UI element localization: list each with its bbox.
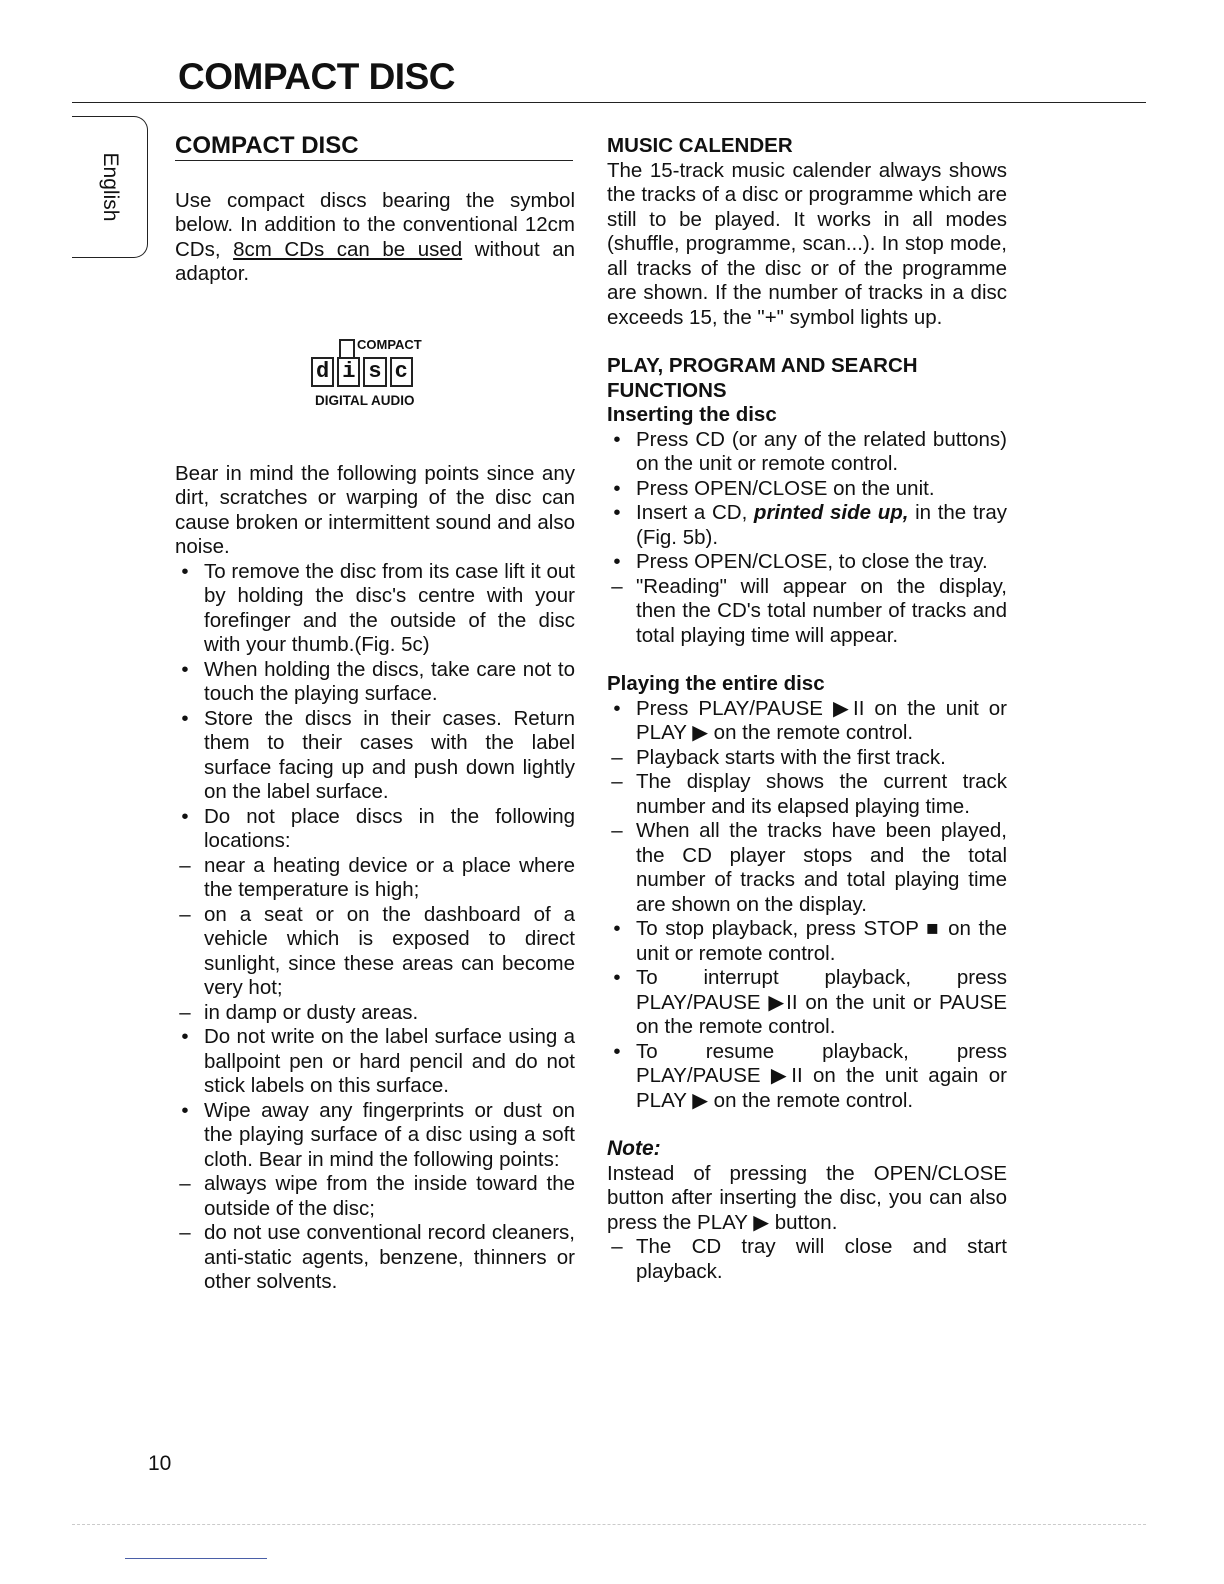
list-item: • To interrupt playback, press PLAY/PAUSE ▶II on the unit or PAUSE on the remote control. (613, 966, 1007, 1038)
list-item: • To stop playback, press STOP ■ on the unit or remote control. (613, 917, 1007, 965)
list-item: • Press OPEN/CLOSE, to close the tray. (613, 550, 988, 573)
header-divider (72, 102, 1146, 103)
list-item: • To resume playback, press PLAY/PAUSE ▶II on the unit again or PLAY ▶ on the remote control. (613, 1039, 1007, 1112)
note-heading: Note: (607, 1137, 661, 1160)
list-item: – in damp or dusty areas. (179, 1000, 419, 1024)
list-item: • Wipe away any fingerprints or dust on the playing surface of a disc using a soft cloth. Bear in mind the following points: (181, 1098, 575, 1171)
logo-cap-mark (339, 339, 355, 357)
care-intro: Bear in mind the following points since any dirt, scratches or warping of the disc can cause broken or intermittent sound and also noise. (175, 461, 575, 558)
list-item: – "Reading" will appear on the display, then the CD's total number of tracks and total playing time will appear. (611, 574, 1007, 647)
logo-letter: c (390, 357, 413, 387)
list-item: • Do not place discs in the following locations: (181, 804, 575, 852)
note-text: Instead of pressing the OPEN/CLOSE button after inserting the disc, you can also press the PLAY ▶ button. (607, 1161, 1007, 1234)
page-title: COMPACT DISC (178, 56, 455, 97)
language-tab (72, 116, 148, 258)
list-item: • Press CD (or any of the related buttons) on the unit or remote control. (613, 427, 1007, 475)
intro-underlined-text: 8cm CDs can be used (233, 237, 463, 261)
list-item: – The display shows the current track number and its elapsed playing time. (611, 770, 1007, 818)
intro-text-2: without an adaptor. (175, 237, 575, 285)
logo-letter: i (337, 357, 360, 387)
scan-artifact-underline (125, 1558, 267, 1559)
note-list (607, 1235, 1007, 1284)
list-item: • Press PLAY/PAUSE ▶II on the unit or PLAY ▶ on the remote control. (613, 696, 1007, 744)
inserting-heading: Inserting the disc (607, 403, 777, 426)
language-label: English (98, 152, 122, 222)
list-item: – When all the tracks have been played, the CD player stops and the total number of tracks and total playing time are shown on the display. (611, 819, 1007, 916)
list-item: • Press OPEN/CLOSE on the unit. (613, 476, 935, 500)
list-item: – on a seat or on the dashboard of a vehicle which is exposed to direct sunlight, since these areas can become very hot; (179, 902, 575, 999)
scan-artifact-line (72, 1524, 1146, 1525)
list-item: • When holding the discs, take care not to touch the playing surface. (181, 657, 575, 705)
music-calender-heading: MUSIC CALENDER (607, 134, 793, 157)
logo-bottom-text: DIGITAL AUDIO (315, 393, 415, 408)
list-item: • Store the discs in their cases. Return them to their cases with the label surface facing up and push down lightly on the label surface. (181, 706, 575, 803)
list-item: • To remove the disc from its case lift it out by holding the disc's centre with your forefinger and the outside of the disc with your thumb.(Fig. 5c) (181, 559, 575, 656)
playing-list (607, 697, 1007, 1114)
compact-disc-logo (311, 333, 441, 414)
list-item: – The CD tray will close and start playback. (611, 1235, 1007, 1283)
care-list (175, 560, 575, 1295)
list-item: – do not use conventional record cleaners, anti-static agents, benzene, thinners or other solvents. (179, 1221, 575, 1293)
list-item: • Do not write on the label surface using a ballpoint pen or hard pencil and do not stick labels on this surface. (181, 1025, 575, 1097)
right-column (607, 134, 1007, 1284)
list-item: – Playback starts with the first track. (611, 745, 946, 769)
list-item: – near a heating device or a place where the temperature is high; (179, 853, 575, 901)
page-number: 10 (148, 1452, 172, 1475)
logo-top-text: COMPACT (357, 336, 422, 352)
logo-letter: s (363, 357, 386, 387)
intro-paragraph (175, 189, 575, 287)
list-item: – always wipe from the inside toward the outside of the disc; (179, 1172, 575, 1220)
logo-word (311, 357, 441, 387)
playing-heading: Playing the entire disc (607, 672, 825, 695)
ppsf-heading: PLAY, PROGRAM AND SEARCH FUNCTIONS (607, 354, 918, 402)
logo-letter: d (311, 357, 334, 387)
section-heading-compact-disc: COMPACT DISC (175, 134, 573, 161)
left-column (175, 134, 575, 1295)
inserting-list (607, 428, 1007, 649)
music-calender-text: The 15-track music calender always shows the tracks of a disc or programme which are still to be played. It works in all modes (shuffle, programme, scan...). In stop mode, all tracks of the disc or of the programme are shown. If the number of tracks in a disc exceeds 15, the "+" symbol lights up. (607, 158, 1007, 329)
list-item: • Insert a CD, printed side up, in the tray (Fig. 5b). (613, 501, 1008, 549)
intro-text-1: Use compact discs bearing the symbol below. In addition to the conventional 12cm CDs, (175, 188, 575, 261)
